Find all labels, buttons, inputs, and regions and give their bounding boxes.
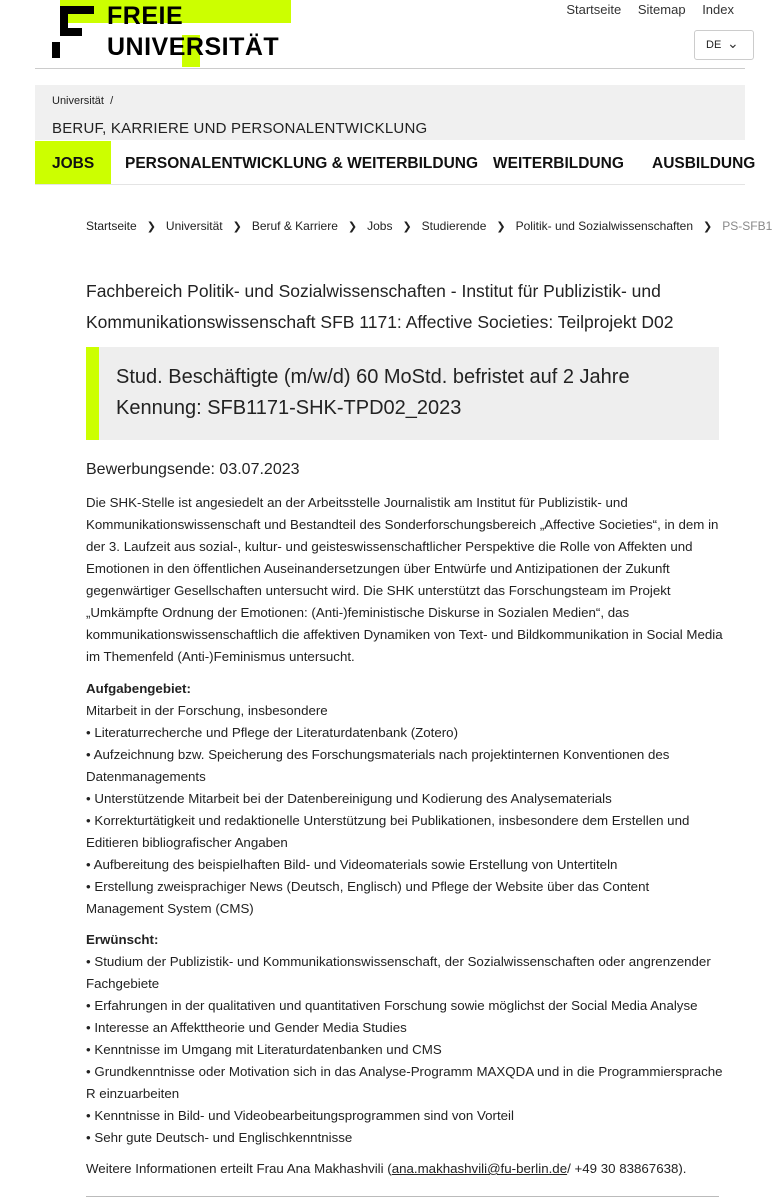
- content-divider: [86, 1196, 719, 1197]
- job-title-line1: Stud. Beschäftigte (m/w/d) 60 MoStd. befristet auf 2 Jahre: [116, 366, 630, 388]
- requirements-section: [86, 929, 726, 1149]
- university-crumb[interactable]: Universität /: [52, 95, 114, 107]
- requirements-title: Erwünscht:: [86, 932, 159, 947]
- nav-personalentwicklung[interactable]: PERSONALENTWICKLUNG & WEITERBILDUNG: [125, 155, 479, 172]
- breadcrumb-item[interactable]: Studierende: [421, 219, 487, 233]
- email-link[interactable]: ana.makhashvili@fu-berlin.de: [391, 1161, 568, 1176]
- breadcrumb: [86, 219, 772, 233]
- list-item: • Sehr gute Deutsch- und Englischkenntnisse: [86, 1130, 353, 1145]
- page-heading: Fachbereich Politik- und Sozialwissenschaften - Institut für Publizistik- und Kommunikationswissenschaft SFB 1171: Affective Societies: Teilprojekt D02: [86, 281, 674, 332]
- list-item: • Erstellung zweisprachiger News (Deutsch, Englisch) und Pflege der Website über das Content Management System (CMS): [86, 879, 650, 916]
- list-item: • Erfahrungen in der qualitativen und quantitativen Forschung sowie möglichst der Social Media Analyse: [86, 998, 698, 1013]
- breadcrumb-item[interactable]: Jobs: [367, 219, 393, 233]
- header-divider: [35, 68, 745, 69]
- logo-text-line2[interactable]: UNIVERSITÄT: [107, 33, 280, 61]
- chevron-right-icon: ❯: [146, 221, 156, 233]
- list-item: • Korrekturtätigkeit und redaktionelle Unterstützung bei Publikationen, insbesondere dem Erstellen und Editieren bibliografischer Angaben: [86, 813, 690, 850]
- language-select[interactable]: [694, 30, 754, 60]
- application-deadline: Bewerbungsende: 03.07.2023: [86, 461, 300, 478]
- index-link[interactable]: Index: [702, 2, 734, 17]
- contact-text: Weitere Informationen erteilt Frau Ana Makhashvili (: [86, 1161, 392, 1176]
- breadcrumb-current: PS-SFB1: [722, 219, 772, 233]
- chevron-right-icon: ❯: [402, 221, 412, 233]
- list-item: • Kenntnisse im Umgang mit Literaturdatenbanken und CMS: [86, 1042, 442, 1057]
- nav-ausbildung[interactable]: AUSBILDUNG: [652, 155, 756, 172]
- chevron-right-icon: ❯: [347, 221, 358, 233]
- intro-paragraph: Die SHK-Stelle ist angesiedelt an der Arbeitsstelle Journalistik am Institut für Publizistik- und Kommunikationswissenschaft und Bestandteil des Sonderforschungsbereich „Affective Societies“, in dem in der 3. Laufzeit aus sozial-, kultur- und geisteswissenschaftlicher Perspektive die Rolle von Affekten und Emotionen in den öffentlichen Auseinandersetzungen über Entwürfe und Antizipationen der Zukunft gegenwärtiger Gesellschaften untersucht wird. Die SHK unterstützt das Forschungsteam im Projekt „Umkämpfte Ordnung der Emotionen: (Anti-)feministische Diskurse in Sozialen Medien“, das kommunikationswissenschaftlich die affektiven Dynamiken von Text- und Bildkommunikation in Social Media im Themenfeld (Anti-)Feminismus untersucht.: [86, 495, 723, 664]
- contact-phone: / +49 30 83867638).: [567, 1161, 687, 1176]
- list-item: • Literaturrecherche und Pflege der Literaturdatenbank (Zotero): [86, 725, 459, 740]
- contact-info: [86, 1158, 726, 1180]
- list-item: • Studium der Publizistik- und Kommunikationswissenschaft, der Sozialwissenschaften oder angrenzender Fachgebiete: [86, 954, 711, 991]
- logo-text-line1[interactable]: FREIE: [107, 2, 184, 30]
- tasks-section: [86, 678, 726, 920]
- chevron-right-icon: ❯: [496, 221, 506, 233]
- list-item: • Kenntnisse in Bild- und Videobearbeitungsprogrammen sind von Vorteil: [86, 1108, 514, 1123]
- list-item: • Aufzeichnung bzw. Speicherung des Forschungsmaterials nach projektinternen Konventionen des Datenmanagements: [86, 747, 670, 784]
- breadcrumb-item[interactable]: Beruf & Karriere: [251, 219, 338, 233]
- breadcrumb-item[interactable]: Startseite: [86, 219, 137, 233]
- tasks-title: Aufgabengebiet:: [86, 681, 191, 696]
- job-title: [116, 362, 630, 424]
- nav-weiterbildung[interactable]: WEITERBILDUNG: [493, 155, 624, 172]
- job-id: Kennung: SFB1171-SHK-TPD02_2023: [116, 397, 462, 419]
- startseite-link[interactable]: Startseite: [566, 2, 622, 17]
- service-links: [553, 2, 734, 17]
- sitemap-link[interactable]: Sitemap: [637, 2, 686, 17]
- nav-jobs[interactable]: JOBS: [35, 141, 111, 184]
- section-title[interactable]: BERUF, KARRIERE UND PERSONALENTWICKLUNG: [52, 120, 428, 137]
- chevron-down-icon: ⌄: [727, 35, 739, 51]
- list-item: • Unterstützende Mitarbeit bei der Datenbereinigung und Kodierung des Analysematerials: [86, 791, 612, 806]
- breadcrumb-item[interactable]: Politik- und Sozialwissenschaften: [515, 219, 694, 233]
- chevron-right-icon: ❯: [703, 221, 713, 233]
- chevron-right-icon: ❯: [232, 221, 242, 233]
- job-title-accent: [86, 347, 99, 440]
- list-item: • Aufbereitung des beispielhaften Bild- und Videomaterials sowie Erstellung von Untertiteln: [86, 857, 618, 872]
- list-item: • Grundkenntnisse oder Motivation sich in das Analyse-Programm MAXQDA und in die Programmiersprache R einzuarbeiten: [86, 1064, 723, 1101]
- fu-logo-icon[interactable]: [52, 6, 94, 58]
- tasks-lead: Mitarbeit in der Forschung, insbesondere: [86, 703, 328, 718]
- language-selected: DE: [706, 39, 722, 51]
- list-item: • Interesse an Affekttheorie und Gender Media Studies: [86, 1020, 407, 1035]
- breadcrumb-item[interactable]: Universität: [165, 219, 223, 233]
- main-navigation: [35, 141, 756, 185]
